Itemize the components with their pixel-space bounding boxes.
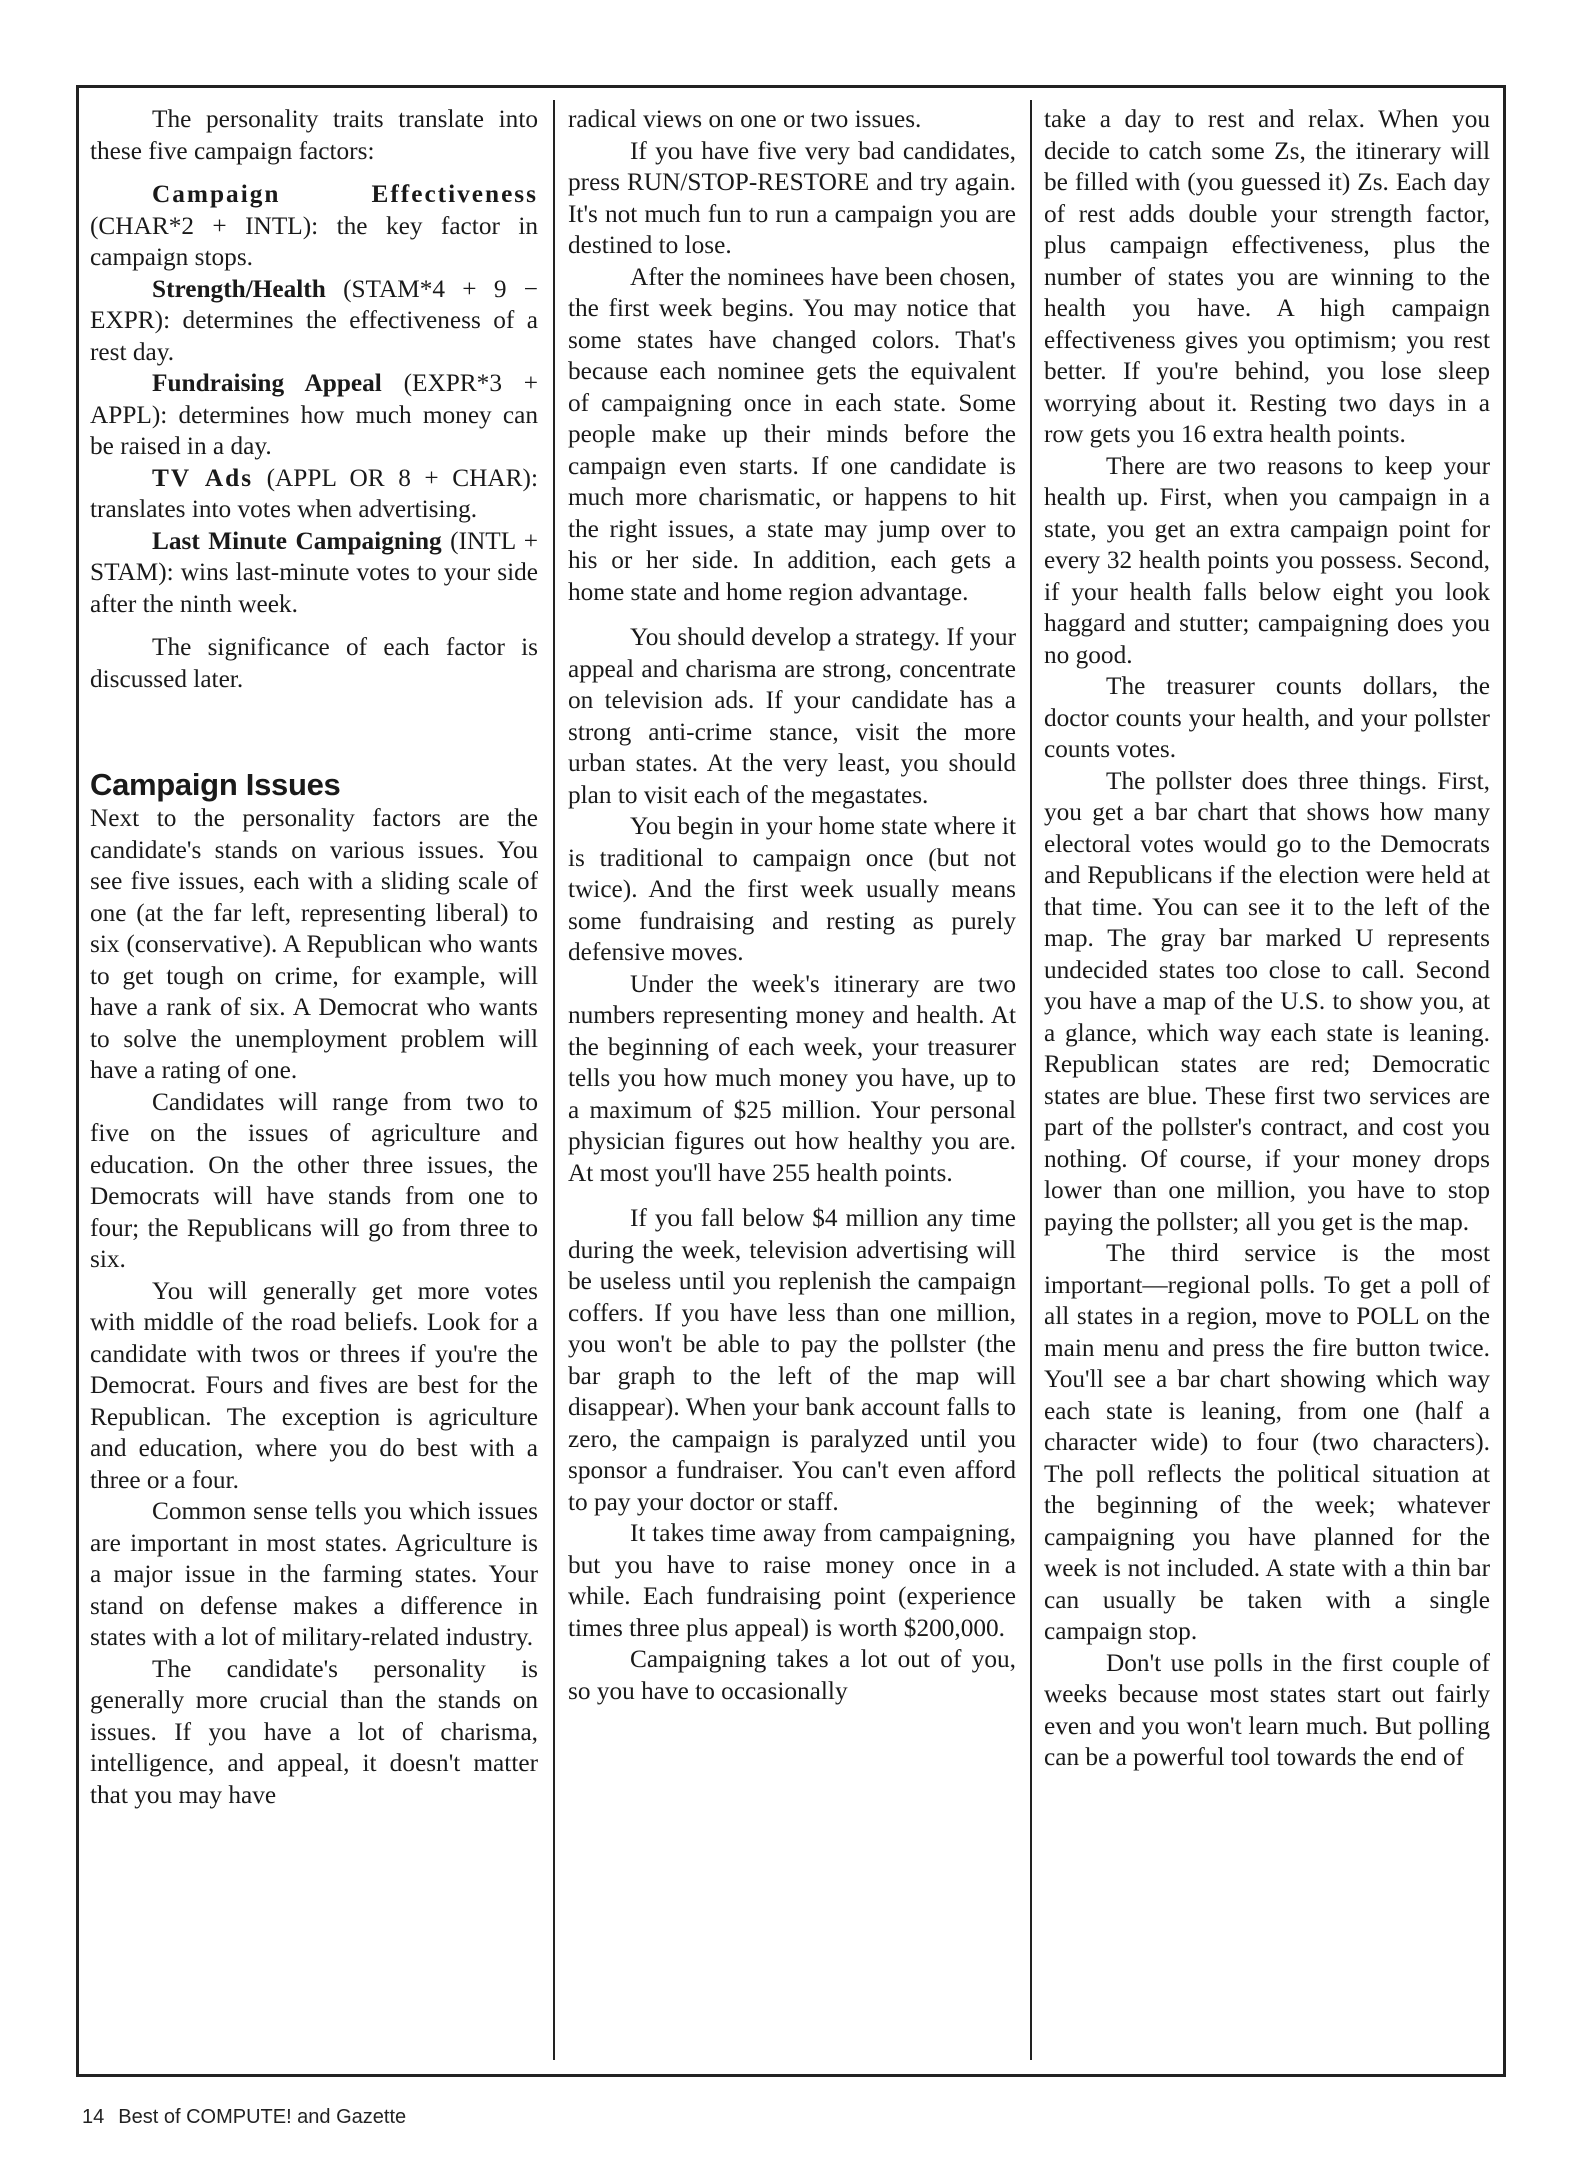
factor-title: Fundraising Appeal [152,369,382,397]
paragraph: There are two reasons to keep your health up. First, when you campaign in a state, you get an extra campaign point for every 32 health points you possess. Second, if your health falls below eight you look haggard and stutter; campaigning does you no good. [1044,451,1490,669]
column-divider [1030,100,1032,2060]
factor-title: Last Minute Campaigning [152,526,442,555]
paragraph: Common sense tells you which issues are important in most states. Agriculture is a major issue in the farming states. Your stand on defense makes a difference in states with a lot of military-related industry. [90,1497,538,1651]
factor-title: Campaign Effectiveness [152,180,538,208]
publication-name: Best of COMPUTE! and Gazette [118,2106,407,2128]
paragraph: Under the week's itinerary are two numbers representing money and health. At the beginning of each week, your treasurer tells you how much money you have, up to a maximum of $25 million. Your personal physician figures out how healthy you are. At most you'll have 255 health points. [568,969,1016,1187]
column-1 [90,104,538,2064]
paragraph: Don't use polls in the first couple of weeks because most states start out fairly even and you won't learn much. But polling can be a powerful tool towards the end of [1044,1648,1490,1771]
section-heading: Campaign Issues [90,767,341,802]
column-2 [568,104,1016,2064]
factor-text: (EXPR*3 + APPL): determines how much money can be raised in a day. [90,369,538,460]
factor-fundraising-appeal [90,368,538,463]
page-number: 14 [82,2106,105,2128]
paragraph: Next to the personality factors are the candidate's stands on various issues. You see five issues, each with a sliding scale of one (at the far left, representing liberal) to six (conservative). A Republican who wants to get tough on crime, for example, will have a rank of six. A Democrat who wants to solve the unemployment problem will have a rating of one. [90,804,538,1084]
paragraph: You will generally get more votes with middle of the road beliefs. Look for a candidate with twos or threes if you're the Democrat. Fours and fives are best for the Republican. The exception is agriculture and education, where you do best with a three or a four. [90,1276,538,1494]
paragraph: radical views on one or two issues. [568,105,922,133]
factor-title: Strength/Health [152,274,326,303]
factor-text: (STAM*4 + 9 − EXPR): determines the effectiveness of a rest day. [90,274,538,366]
paragraph: You should develop a strategy. If your appeal and charisma are strong, concentrate on television ads. If your candidate has a strong anti-crime stance, visit the more urban states. At the very least, you should plan to visit each of the megastates. [568,623,1016,809]
paragraph: take a day to rest and relax. When you decide to catch some Zs, the itinerary will be filled with (you guessed it) Zs. Each day of rest adds double your strength factor, plus campaign effectiveness, plus the number of states you are winning to the health you have. A high campaign effectiveness gives you optimism; you rest better. If you're behind, you lose sleep worrying about it. Resting two days in a row gets you 16 extra health points. [1044,105,1490,448]
factor-strength-health [90,274,538,369]
factor-title: TV Ads [152,463,254,492]
column-3 [1044,104,1490,2064]
paragraph: If you have five very bad candidates, press RUN/STOP-RESTORE and try again. It's not much fun to run a campaign you are destined to lose. [568,136,1016,259]
factor-tv-ads [90,463,538,526]
paragraph: The candidate's personality is generally more crucial than the stands on issues. If you have a lot of charisma, intelligence, and appeal, it doesn't matter that you may have [90,1654,538,1809]
paragraph: If you fall below $4 million any time during the week, television advertising will be useless until you replenish the campaign coffers. If you have less than one million, you won't be able to pay the pollster (the bar graph to the left of the map will disappear). When your bank account falls to zero, the campaign is paralyzed until you sponsor a fundraiser. You can't even afford to pay your doctor or staff. [568,1204,1016,1516]
factor-campaign-effectiveness [90,179,538,274]
page-footer [82,2106,420,2129]
paragraph: You begin in your home state where it is traditional to campaign once (but not twice). And the first week usually means some fundraising and resting as purely defensive moves. [568,812,1016,966]
factor-text: (INTL + STAM): wins last-minute votes to your side after the ninth week. [90,526,538,618]
paragraph: The third service is the most important—regional polls. To get a poll of all states in a region, move to POLL on the main menu and press the fire button twice. You'll see a bar chart showing which way each state is leaning, from one (half a character wide) to four (two characters). The poll reflects the political situation at the beginning of the week; whatever campaigning you have planned for the week is not included. A state with a thin bar can usually be taken with a single campaign stop. [1044,1239,1490,1645]
paragraph: It takes time away from campaigning, but you have to raise money once in a while. Each fundraising point (experience times three plus appeal) is worth $200,000. [568,1519,1016,1642]
paragraph: The treasurer counts dollars, the doctor counts your health, and your pollster counts votes. [1044,672,1490,763]
factor-last-minute-campaigning [90,526,538,621]
factor-text: (CHAR*2 + INTL): the key factor in campaign stops. [90,211,538,271]
paragraph: The significance of each factor is discussed later. [90,633,538,693]
paragraph: The pollster does three things. First, you get a bar chart that shows how many electoral votes would go to the Democrats and Republicans if the election were held at that time. You can see it to the left of the map. The gray bar marked U represents undecided states too close to call. Second you have a map of the U.S. to show you, at a glance, which way each state is leaning. Republican states are red; Democratic states are blue. These first two services are part of the pollster's contract, and cost you nothing. Of course, if your money drops lower than one million, you have to stop paying the pollster; all you get is the map. [1044,766,1490,1236]
factor-text: (APPL OR 8 + CHAR): translates into votes when advertising. [90,463,538,523]
column-divider [553,100,555,2060]
paragraph: Campaigning takes a lot out of you, so you have to occasionally [568,1645,1016,1705]
paragraph: After the nominees have been chosen, the first week begins. You may notice that some states have changed colors. That's because each nominee gets the equivalent of campaigning once in each state. Some people make up their minds before the campaign even starts. If one candidate is much more charismatic, or happens to hit the right issues, a state may jump over to his or her side. In addition, each gets a home state and home region advantage. [568,262,1016,606]
paragraph: The personality traits translate into these five campaign factors: [90,105,538,165]
paragraph: Candidates will range from two to five on the issues of agriculture and education. On the other three issues, the Democrats will have stands from one to four; the Republicans will go from three to six. [90,1087,538,1273]
